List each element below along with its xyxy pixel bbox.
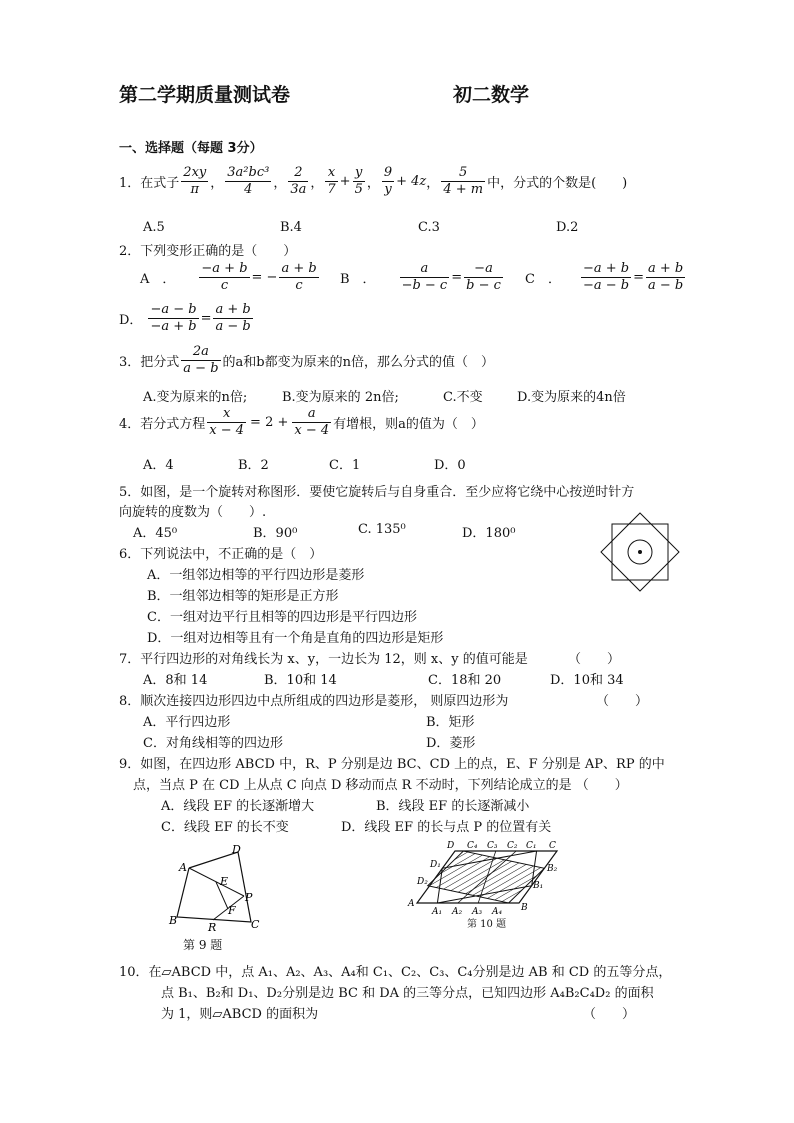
question-5-line-2: 向旋转的度数为（ ）. (119, 505, 267, 520)
q5-option-b: B．90⁰ (253, 526, 298, 541)
question-7: 7．平行四边形的对角线长为 x、y，一边长为 12，则 x、y 的值可能是 (119, 652, 528, 667)
q8-option-c: C．对角线相等的四边形 (143, 736, 283, 751)
figure-9 (165, 840, 275, 940)
q10-answer-paren: （ ） (583, 1007, 636, 1022)
q8-option-b: B．矩形 (426, 715, 475, 730)
figure-9-caption: 第 9 题 (183, 938, 223, 952)
q2-option-a: A ． $\frac{-a + b}{c}$ = − $\frac{a + b}{c}$ (140, 261, 317, 293)
question-8: 8．顺次连接四边形四边中点所组成的四边形是菱形， 则原四边形为 (119, 694, 509, 709)
q8-option-a: A．平行四边形 (143, 715, 231, 730)
question-10-line-1: 10．在▱ABCD 中，点 A₁、A₂、A₃、A₄和 C₁、C₂、C₃、C₄分别是边 AB 和 CD 的五等分点， (119, 965, 672, 980)
question-10-line-2: 点 B₁、B₂和 D₁、D₂分别是边 BC 和 DA 的三等分点，已知四边形 A₄B₂C₄D₂ 的面积 (161, 986, 654, 1001)
q7-option-b: B．10和 14 (264, 673, 337, 688)
q2-option-b: B ． $\frac{a}{-b - c}$ = $\frac{-a}{b - c}$ (340, 261, 501, 293)
fig10-label-b2: B₂ (547, 864, 558, 874)
question-9-line-1: 9．如图，在四边形 ABCD 中，R、P 分别是边 BC、CD 上的点，E、F 分别是 AP、RP 的中 (119, 757, 665, 772)
q6-option-d: D．一组对边相等且有一个角是直角的四边形是矩形 (147, 631, 444, 646)
question-1: 1． 在式子 $\frac{2xy}{\pi}$ ， $\frac{\text{3a²bc³}}{4}$ ， $\frac{2}{3a}$ ， $\frac{x}{7}$ + $\frac{y}{5}$ ， $\frac{9}{y}$ + 4z ， $\frac{5}{4 + m}$ 中，分式的个数是( ) (119, 165, 628, 197)
q6-option-b: B．一组邻边相等的矩形是正方形 (147, 589, 339, 604)
q1-option-d: D.2 (556, 220, 579, 235)
fig10-label-a: A (408, 899, 415, 909)
q7-option-c: C．18和 20 (428, 673, 502, 688)
q9-option-b: B．线段 EF 的长逐渐减小 (376, 799, 530, 814)
question-9-line-2: 点，当点 P 在 CD 上从点 C 向点 D 移动而点 R 不动时，下列结论成立的是 （ ） (133, 778, 628, 793)
q4-option-c: C．1 (329, 458, 361, 473)
q1-option-b: B.4 (280, 220, 302, 235)
q5-option-c: C. 135⁰ (358, 522, 406, 537)
q1-expr-3: $\frac{2}{3a}$ (290, 165, 307, 197)
fig10-label-c4: C₄ (467, 841, 478, 851)
q5-option-d: D．180⁰ (462, 526, 516, 541)
q4-option-a: A．4 (143, 458, 174, 473)
fig10-label-c3: C₃ (487, 841, 498, 851)
q4-option-b: B．2 (238, 458, 269, 473)
q3-option-d: D.变为原来的4n倍 (517, 390, 626, 405)
q3-option-b: B.变为原来的 2n倍; (282, 390, 399, 405)
q7-option-a: A．8和 14 (143, 673, 208, 688)
question-6: 6．下列说法中，不正确的是（ ） (119, 547, 323, 562)
q1-expr-4: $\frac{x}{7}$ (327, 165, 336, 197)
fig9-label-r: R (208, 921, 217, 934)
q5-option-a: A．45⁰ (133, 526, 178, 541)
fig9-label-p: P (245, 891, 253, 904)
question-4: 4．若分式方程 $\frac{x}{x - 4}$ = 2 + $\frac{a}{x - 4}$ 有增根，则a的值为（ ） (119, 406, 484, 438)
fig10-label-c2: C₂ (507, 841, 518, 851)
question-3: 3．把分式 $\frac{2a}{a - b}$ 的a和b都变为原来的n倍，那么分式的值（ ） (119, 344, 494, 376)
q1-option-a: A.5 (143, 220, 165, 235)
q3-option-a: A.变为原来的n倍; (143, 390, 248, 405)
q1-expr-7: $\frac{5}{4 + m}$ (443, 165, 484, 197)
q1-expr-1: $\frac{2xy}{\pi}$ (183, 165, 207, 197)
question-5-line-1: 5．如图，是一个旋转对称图形．要使它旋转后与自身重合．至少应将它绕中心按逆时针方 (119, 485, 635, 500)
fig9-label-d: D (232, 843, 241, 856)
q9-option-d: D．线段 EF 的长与点 P 的位置有关 (341, 820, 552, 835)
q7-answer-paren: （ ） (568, 652, 621, 667)
fig10-label-b: B (521, 903, 528, 913)
section-heading: 一、选择题（每题 3分） (119, 141, 263, 156)
q6-option-a: A．一组邻边相等的平行四边形是菱形 (147, 568, 365, 583)
q1-option-c: C.3 (418, 220, 440, 235)
q4-option-d: D．0 (434, 458, 466, 473)
subject-title: 初二数学 (453, 84, 530, 106)
fig10-label-c1: C₁ (526, 841, 537, 851)
fig10-label-b1: B₁ (533, 881, 544, 891)
figure-10-caption: 第 10 题 (467, 919, 507, 930)
fig9-label-f: F (228, 904, 236, 917)
q9-option-c: C．线段 EF 的长不变 (161, 820, 289, 835)
q3-option-c: C.不变 (443, 390, 483, 405)
fig10-label-d2: D₂ (417, 877, 428, 887)
fig10-label-a4: A₄ (492, 907, 503, 917)
fig10-label-c: C (549, 841, 556, 851)
rotation-symmetric-figure (600, 512, 680, 592)
fig9-label-e: E (220, 875, 229, 888)
fig10-label-a2: A₂ (452, 907, 463, 917)
fig10-label-a3: A₃ (472, 907, 483, 917)
q1-expr-6: $\frac{9}{y}$ (383, 165, 393, 197)
fig10-label-d1: D₁ (430, 860, 441, 870)
q1-expr-5: $\frac{y}{5}$ (354, 165, 363, 197)
question-2: 2．下列变形正确的是（ ） (119, 244, 297, 259)
fig10-label-a1: A₁ (432, 907, 443, 917)
fig9-label-c: C (251, 918, 260, 931)
q2-option-d: D． $\frac{-a - b}{-a + b}$ = $\frac{a + b}{a - b}$ (119, 302, 251, 334)
fig9-label-a: A (179, 861, 187, 874)
q8-option-d: D．菱形 (426, 736, 476, 751)
q9-option-a: A．线段 EF 的长逐渐增大 (161, 799, 315, 814)
q8-answer-paren: （ ） (596, 694, 649, 709)
q2-option-c: C ． $\frac{-a + b}{-a - b}$ = $\frac{a + b}{a - b}$ (525, 261, 684, 293)
q6-option-c: C．一组对边平行且相等的四边形是平行四边形 (147, 610, 417, 625)
question-10-line-3: 为 1，则▱ABCD 的面积为 (161, 1007, 319, 1022)
exam-title: 第二学期质量测试卷 (119, 84, 291, 106)
fig10-label-d: D (447, 841, 455, 851)
q7-option-d: D．10和 34 (550, 673, 624, 688)
q1-expr-2: $\frac{\text{3a²bc³}}{4}$ (227, 165, 270, 197)
fig9-label-b: B (169, 914, 178, 927)
